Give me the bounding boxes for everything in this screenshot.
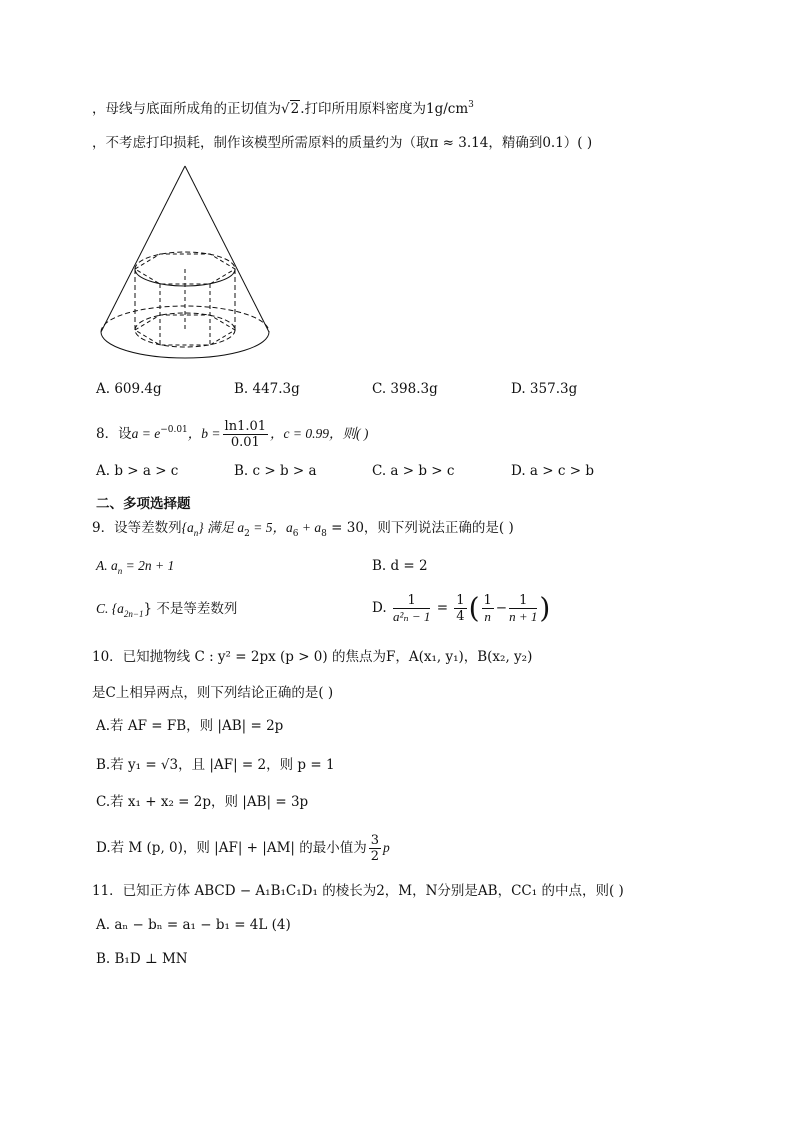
q7-line1: ，母线与底面所成角的正切值为√2.打印所用原料密度为$1g/cm^3$ (92, 100, 474, 117)
q8-option-a[interactable]: A. b > a > c (96, 463, 179, 479)
q8-b-fraction: $\frac{\ln 1.01}{0.01}$ (224, 419, 267, 450)
q8-option-b[interactable]: B. c > b > a (234, 463, 317, 479)
q7-option-d[interactable]: D. 357.3g (511, 381, 578, 397)
q7-option-a[interactable]: A. 609.4g (96, 381, 162, 397)
q8-stem: 8．设$a = e^{-0.01}$，b = $\frac{\ln 1.01}{0.01}$ ，c = 0.99，则( ) (96, 419, 369, 450)
q7-line2: ，不考虑打印损耗，制作该模型所需原料的质量约为（取π ≈ 3.14，精确到0.1）( ) (92, 135, 593, 151)
cone-figure (96, 162, 276, 374)
q10-stem-line1: 10．已知抛物线 C : y² = 2px (p > 0) 的焦点为F，A(x₁, y₁)，B(x₂, y₂) (92, 649, 533, 665)
q7-option-c[interactable]: C. 398.3g (372, 381, 438, 397)
cone-left-edge (101, 166, 185, 332)
q7-option-b[interactable]: B. 447.3g (234, 381, 300, 397)
q10-option-d[interactable]: D.若 M (p, 0)，则 |AF| + |AM| 的最小值为 $\frac{3}{2}$ p (96, 833, 390, 864)
q11-stem: 11．已知正方体 ABCD − A₁B₁C₁D₁ 的棱长为2，M，N分别是AB，CC₁ 的中点，则( ) (92, 883, 624, 899)
q8-option-d[interactable]: D. a > c > b (511, 463, 594, 479)
cone-right-edge (185, 166, 269, 332)
q9-option-d[interactable]: D. $\frac{1}{\text{a²ₙ − 1}}$ = $\frac{1}{4}$ ( $\frac{1}{n}$ − $\frac{1}{n + 1}$ ) (372, 591, 551, 625)
q9-stem: 9．设等差数列$\{a_n\}$ 满足 $a_2 = 5$，$a_6 + a_8 = 30$，则下列说法正确的是( ) (92, 520, 514, 539)
q10-option-c[interactable]: C.若 x₁ + x₂ = 2p，则 |AB| = 3p (96, 794, 309, 810)
q11-option-b[interactable]: B. B₁D ⊥ MN (96, 951, 188, 967)
q11-option-a[interactable]: A. aₙ − bₙ = a₁ − b₁ = 4L (4) (96, 917, 291, 933)
q8-option-c[interactable]: C. a > b > c (372, 463, 455, 479)
q9-option-a[interactable]: A. $a_n = 2n + 1$ (96, 558, 175, 576)
q10-stem-line2: 是C上相异两点，则下列结论正确的是( ) (92, 685, 334, 701)
q9-option-b[interactable]: B. d = 2 (372, 558, 428, 574)
section-title: 二、多项选择题 (96, 496, 191, 512)
q10-option-b[interactable]: B.若 y₁ = √3，且 |AF| = 2，则 p = 1 (96, 757, 335, 773)
q10-option-a[interactable]: A.若 AF = FB，则 |AB| = 2p (96, 718, 284, 734)
q9-option-c[interactable]: C. $\{a_{2n-1}\}$ 不是等差数列 (96, 601, 238, 619)
